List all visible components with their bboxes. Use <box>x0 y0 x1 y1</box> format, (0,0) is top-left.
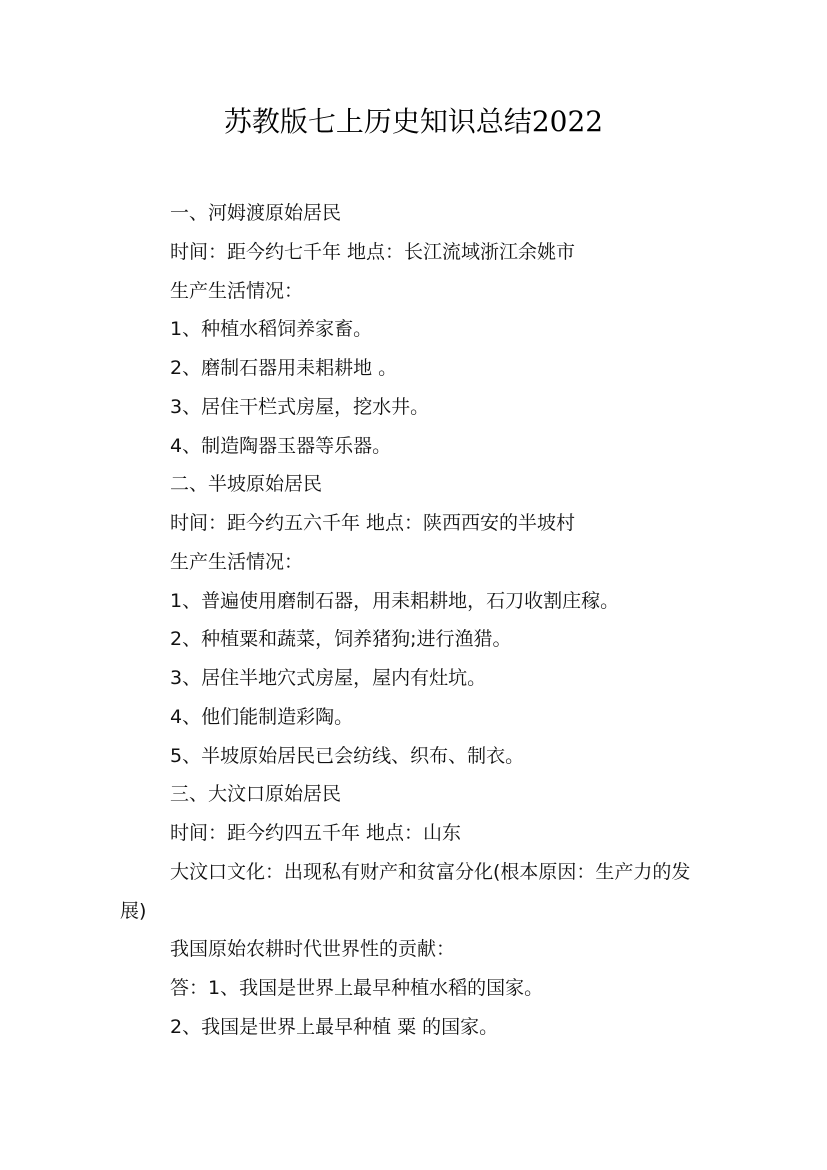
paragraph: 生产生活情况： <box>170 279 304 302</box>
list-item: 4、制造陶器玉器等乐器。 <box>170 434 392 457</box>
list-item: 1、种植水稻饲养家畜。 <box>170 318 373 341</box>
list-item: 2、我国是世界上最早种植 粟 的国家。 <box>170 1015 499 1038</box>
list-item: 2、磨制石器用耒耜耕地 。 <box>170 357 398 379</box>
paragraph: 时间：距今约七千年 地点：长江流域浙江余姚市 <box>170 240 576 263</box>
section-heading-banpo: 二、半坡原始居民 <box>170 473 323 496</box>
list-item: 答：1、我国是世界上最早种植水稻的国家。 <box>170 977 544 999</box>
list-item: 5、半坡原始居民已会纺线、织布、制衣。 <box>170 744 525 767</box>
list-item: 3、居住干栏式房屋，挖水井。 <box>170 395 430 418</box>
paragraph: 我国原始农耕时代世界性的贡献： <box>170 938 456 961</box>
list-item: 1、普遍使用磨制石器，用耒耜耕地，石刀收割庄稼。 <box>170 589 620 612</box>
paragraph: 时间：距今约五六千年 地点：陕西西安的半坡村 <box>170 512 576 534</box>
paragraph: 大汶口文化：出现私有财产和贫富分化(根本原因：生产力的发展) <box>120 860 691 922</box>
paragraph: 生产生活情况： <box>170 550 304 573</box>
list-item: 3、居住半地穴式房屋，屋内有灶坑。 <box>170 667 487 689</box>
list-item: 2、种植粟和蔬菜，饲养猪狗;进行渔猎。 <box>170 628 512 651</box>
section-heading-dawenkou: 三、大汶口原始居民 <box>170 783 342 806</box>
section-heading-hemudu: 一、河姆渡原始居民 <box>170 202 342 224</box>
list-item: 4、他们能制造彩陶。 <box>170 705 354 728</box>
document-title: 苏教版七上历史知识总结2022 <box>223 105 604 138</box>
paragraph: 时间：距今约四五千年 地点：山东 <box>170 822 462 844</box>
document-body <box>120 194 715 1047</box>
